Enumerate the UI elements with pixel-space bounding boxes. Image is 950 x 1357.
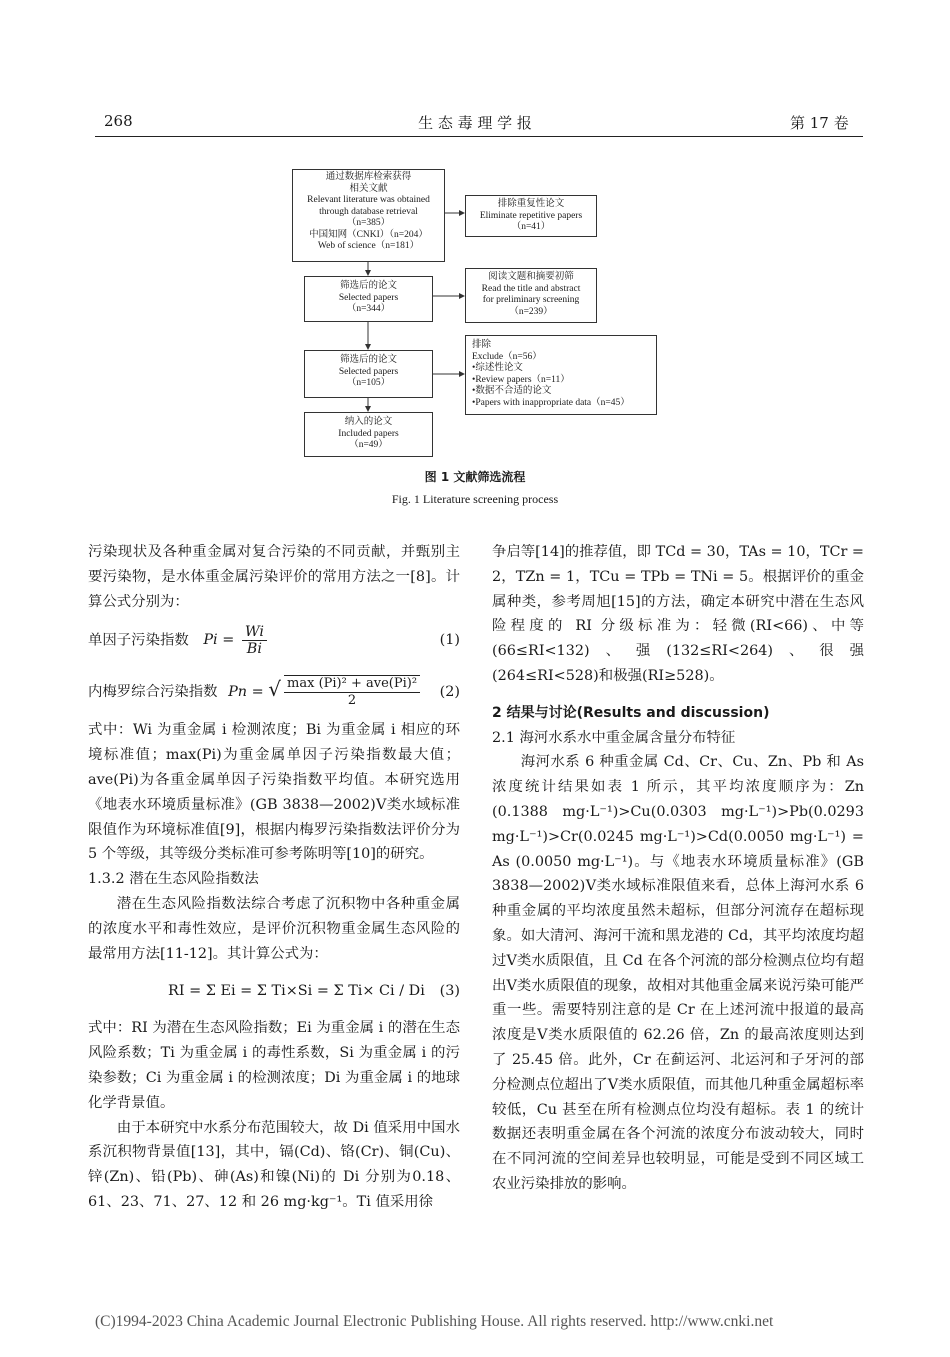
flow-box-preliminary-screening [465, 268, 597, 323]
flow-text: 筛选后的论文 [339, 281, 397, 291]
copyright-footer: (C)1994-2023 China Academic Journal Electronic Publishing House. All rights reserved. http://www.cnki.net [95, 1313, 774, 1330]
flow-text: Web of science（n=181） [317, 241, 420, 251]
flow-text: （n=41） [511, 222, 551, 232]
right-column [492, 540, 864, 1197]
flow-text: 相关文献 [349, 183, 388, 194]
flow-box-exclude [465, 335, 657, 415]
flow-text: through database retrieval [319, 206, 418, 217]
journal-title: 生 态 毒 理 学 报 [418, 114, 532, 132]
flow-text: •数据不合适的论文 [472, 386, 552, 396]
paragraph: 争启等[14]的推荐值，即 TCd = 30，TAs = 10，TCr = 2，TZn = 1，TCu = TPb = TNi = 5。根据评价的重金属种类，参考周旭[15]的方法，确定本研究中潜在生态风险程度的 RI 分级标准为：轻微(RI<66)、中等(66≤RI<132)、强(132≤RI<264)、很强(264≤RI<528)和极强(RI≥528)。 [492, 544, 864, 684]
paragraph: 由于本研究中水系分布范围较大，故 Di 值采用中国水系沉积物背景值[13]，其中，镉(Cd)、铬(Cr)、铜(Cu)、锌(Zn)、铅(Pb)、砷(As)和镍(Ni)的 Di 分别为0.18、61、23、71、27、12 和 26 mg·kg⁻¹。Ti 值采用徐 [88, 1119, 460, 1210]
equation-lhs: Pn = [228, 684, 264, 701]
equation-3 [88, 966, 460, 1016]
equation-numerator: max (Pi)² + ave(Pi)² [284, 676, 420, 693]
equation-fraction [284, 675, 420, 709]
flow-text: Relevant literature was obtained [307, 195, 430, 205]
flow-text: Read the title and abstract [481, 283, 581, 294]
paragraph: 海河水系 6 种重金属 Cd、Cr、Cu、Zn、Pb 和 As 浓度统计结果如表 1 所示，其平均浓度顺序为：Zn (0.1388 mg·L⁻¹)>Cu(0.0303 mg·L⁻¹)>Pb(0.0293 mg·L⁻¹)>Cr(0.0245 mg·L⁻¹)>Cd(0.0050 mg·L⁻¹) = As (0.0050 mg·L⁻¹)。与《地表水环境质量标准》(GB 3838—2002)Ⅴ类水域标准限值来看，总体上海河水系 6 种重金属的平均浓度虽然未超标，但部分河流存在超标现象。如大清河、海河干流和黑龙港的 Cd，其平均浓度均超过Ⅴ类水质限值，且 Cd 在各个河流的部分检测点位均有超出Ⅴ类水质限值的现象，故相对其他重金属来说污染可能严重一些。需要特别注意的是 Cr 在上述河流中报道的最高浓度是Ⅴ类水质限值的 62.26 倍，Zn 的最高浓度则达到了 25.45 倍。此外，Cr 在蓟运河、北运河和子牙河的部分检测点位超出了Ⅴ类水质限值，而其他几种重金属超标率较低，Cu 甚至在所有检测点位均没有超标。表 1 的统计数据还表明重金属在各个河流的浓度分布波动较大，同时在不同河流的空间差异也较明显，可能是受到不同区域工农业污染排放的影响。 [492, 754, 864, 1192]
sqrt-symbol: √ [268, 677, 282, 702]
page-number: 268 [104, 112, 133, 130]
equation-number: (2) [439, 683, 460, 700]
equation-denominator: 2 [347, 693, 357, 709]
flow-box-included [304, 412, 433, 457]
flow-text: Eliminate repetitive papers [479, 210, 583, 221]
equation-number: (3) [439, 982, 460, 999]
subsection-heading: 1.3.2 潜在生态风险指数法 [88, 871, 259, 888]
left-column [88, 540, 460, 1215]
equation-lhs: Pi = [203, 632, 235, 649]
equation-fraction [242, 624, 267, 657]
flow-box-retrieved [292, 169, 445, 262]
flow-text: Exclude（n=56） [472, 351, 542, 362]
paragraph: 潜在生态风险指数法综合考虑了沉积物中各种重金属的浓度水平和毒性效应，是评价沉积物重金属生态风险的最常用方法[11-12]。其计算公式为： [88, 895, 460, 962]
equation-denominator: Bi [246, 640, 262, 657]
flow-text: for preliminary screening [482, 295, 580, 305]
paragraph: 污染现状及各种重金属对复合污染的不同贡献，并甄别主要污染物，是水体重金属污染评价的常用方法之一[8]。计算公式分别为： [88, 544, 460, 610]
flow-text: •Review papers（n=11） [472, 374, 570, 385]
flow-text: Selected papers [338, 366, 399, 377]
volume-label: 第 17 卷 [790, 114, 849, 132]
flow-text: 排除重复性论文 [497, 199, 565, 209]
flow-text: 筛选后的论文 [339, 355, 397, 365]
equation-2 [88, 666, 460, 718]
flow-text: •Papers with inappropriate data（n=45） [472, 397, 630, 408]
figure-caption-en: Fig. 1 Literature screening process [391, 492, 559, 506]
equation-label: 内梅罗综合污染指数 [88, 684, 218, 701]
flow-text: （n=49） [349, 440, 388, 450]
paragraph: 式中：Wi 为重金属 i 检测浓度；Bi 为重金属 i 相应的环境标准值；max(Pi)为重金属单因子污染指数最大值；ave(Pi)为各重金属单因子污染指数平均值。本研究选用《地表水环境质量标准》(GB 3838—2002)Ⅴ类水域标准限值作为环境标准值[9]，根据内梅罗污染指数法评价分为 5 个等级，其等级分类标准可参考陈明等[10]的研究。 [88, 722, 460, 863]
flow-box-eliminate-repetitive [465, 195, 597, 237]
flow-text: （n=105） [346, 378, 391, 388]
flow-text: 排除 [472, 340, 492, 350]
flow-text: 阅读文题和摘要初筛 [488, 272, 574, 282]
flow-text: •综述性论文 [472, 363, 523, 373]
flow-text: 通过数据库检索获得 [325, 172, 412, 182]
flow-text: （n=385） [346, 218, 391, 228]
flow-text: Included papers [338, 428, 399, 439]
flow-text: 纳入的论文 [344, 417, 393, 427]
equation-numerator: Wi [242, 624, 267, 641]
flow-text: （n=344） [346, 304, 391, 314]
equation-1 [88, 614, 460, 666]
equation-label: 单因子污染指数 [88, 632, 189, 649]
flow-text: Selected papers [338, 292, 399, 303]
flow-text: 中国知网（CNKI）（n=204） [309, 229, 428, 240]
figure-caption-cn: 图 1 文献筛选流程 [424, 470, 526, 484]
section-heading: 2 结果与讨论(Results and discussion) [492, 704, 770, 721]
equation-number: (1) [439, 631, 460, 648]
flow-text: （n=239） [509, 306, 553, 317]
flow-box-selected-344 [304, 276, 433, 322]
equation-body: RI = Σ Ei = Σ Ti×Si = Σ Ti× Ci / Di [168, 982, 425, 999]
subsection-heading: 2.1 海河水系水中重金属含量分布特征 [492, 729, 736, 746]
flow-box-selected-105 [304, 350, 433, 398]
paragraph: 式中：RI 为潜在生态风险指数；Ei 为重金属 i 的潜在生态风险系数；Ti 为重金属 i 的毒性系数，Si 为重金属 i 的污染参数；Ci 为重金属 i 的检测浓度；Di 为重金属 i 的地球化学背景值。 [88, 1020, 460, 1111]
